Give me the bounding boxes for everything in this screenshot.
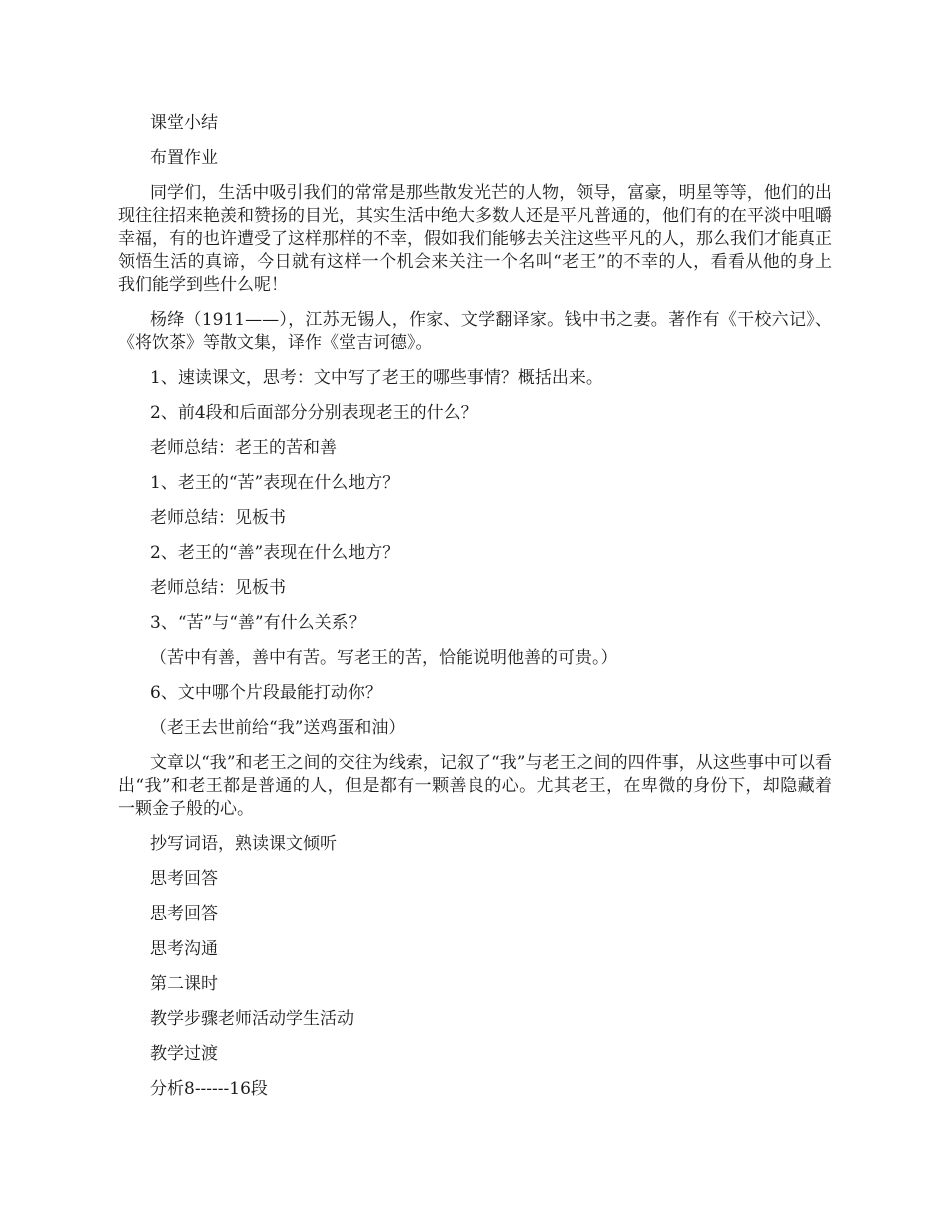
- paragraph: 教学步骤老师活动学生活动: [150, 1009, 354, 1029]
- paragraph: 6、文中哪个片段最能打动你？: [150, 683, 382, 703]
- paragraph: 3、“苦”与“善”有什么关系？: [150, 613, 366, 633]
- paragraph: 杨绛（1911——），江苏无锡人，作家、文学翻译家。钱中书之妻。著作有《干校六记》、《将饮茶》等散文集，译作《堂吉诃德》。: [118, 310, 832, 353]
- paragraph: 思考回答: [150, 869, 218, 889]
- paragraph: 思考沟通: [150, 939, 218, 959]
- paragraph: （老王去世前给“我”送鸡蛋和油）: [150, 718, 406, 738]
- paragraph: 2、前4段和后面部分分别表现老王的什么？: [150, 403, 478, 423]
- paragraph: 2、老王的“善”表现在什么地方？: [150, 543, 400, 563]
- paragraph: 1、速读课文，思考：文中写了老王的哪些事情？概括出来。: [150, 368, 603, 388]
- paragraph: 布置作业: [150, 148, 218, 168]
- paragraph: 文章以“我”和老王之间的交往为线索，记叙了“我”与老王之间的四件事，从这些事中可以看出“我”和老王都是普通的人，但是都有一颗善良的心。尤其老王，在卑微的身份下，却隐藏着一颗金子般的心。: [118, 753, 832, 819]
- paragraph: 思考回答: [150, 904, 218, 924]
- paragraph: 老师总结：老王的苦和善: [150, 438, 337, 458]
- paragraph: 老师总结：见板书: [150, 508, 286, 528]
- paragraph: 抄写词语，熟读课文倾听: [150, 834, 337, 854]
- paragraph: 教学过渡: [150, 1044, 218, 1064]
- paragraph: （苦中有善，善中有苦。写老王的苦，恰能说明他善的可贵。）: [150, 648, 618, 668]
- paragraph: 第二课时: [150, 974, 218, 994]
- paragraph: 同学们，生活中吸引我们的常常是那些散发光芒的人物，领导，富豪，明星等等，他们的出现往往招来艳羡和赞扬的目光，其实生活中绝大多数人还是平凡普通的，他们有的在平淡中咀嚼幸福，有的也许遭受了这样那样的不幸，假如我们能够去关注这些平凡的人，那么我们才能真正领悟生活的真谛，今日就有这样一个机会来关注一个名叫“老王”的不幸的人，看看从他的身上我们能学到些什么呢！: [118, 183, 832, 295]
- paragraph: 课堂小结: [150, 113, 218, 133]
- paragraph: 老师总结：见板书: [150, 578, 286, 598]
- paragraph: 分析8------16段: [150, 1079, 268, 1099]
- paragraph: 1、老王的“苦”表现在什么地方？: [150, 473, 400, 493]
